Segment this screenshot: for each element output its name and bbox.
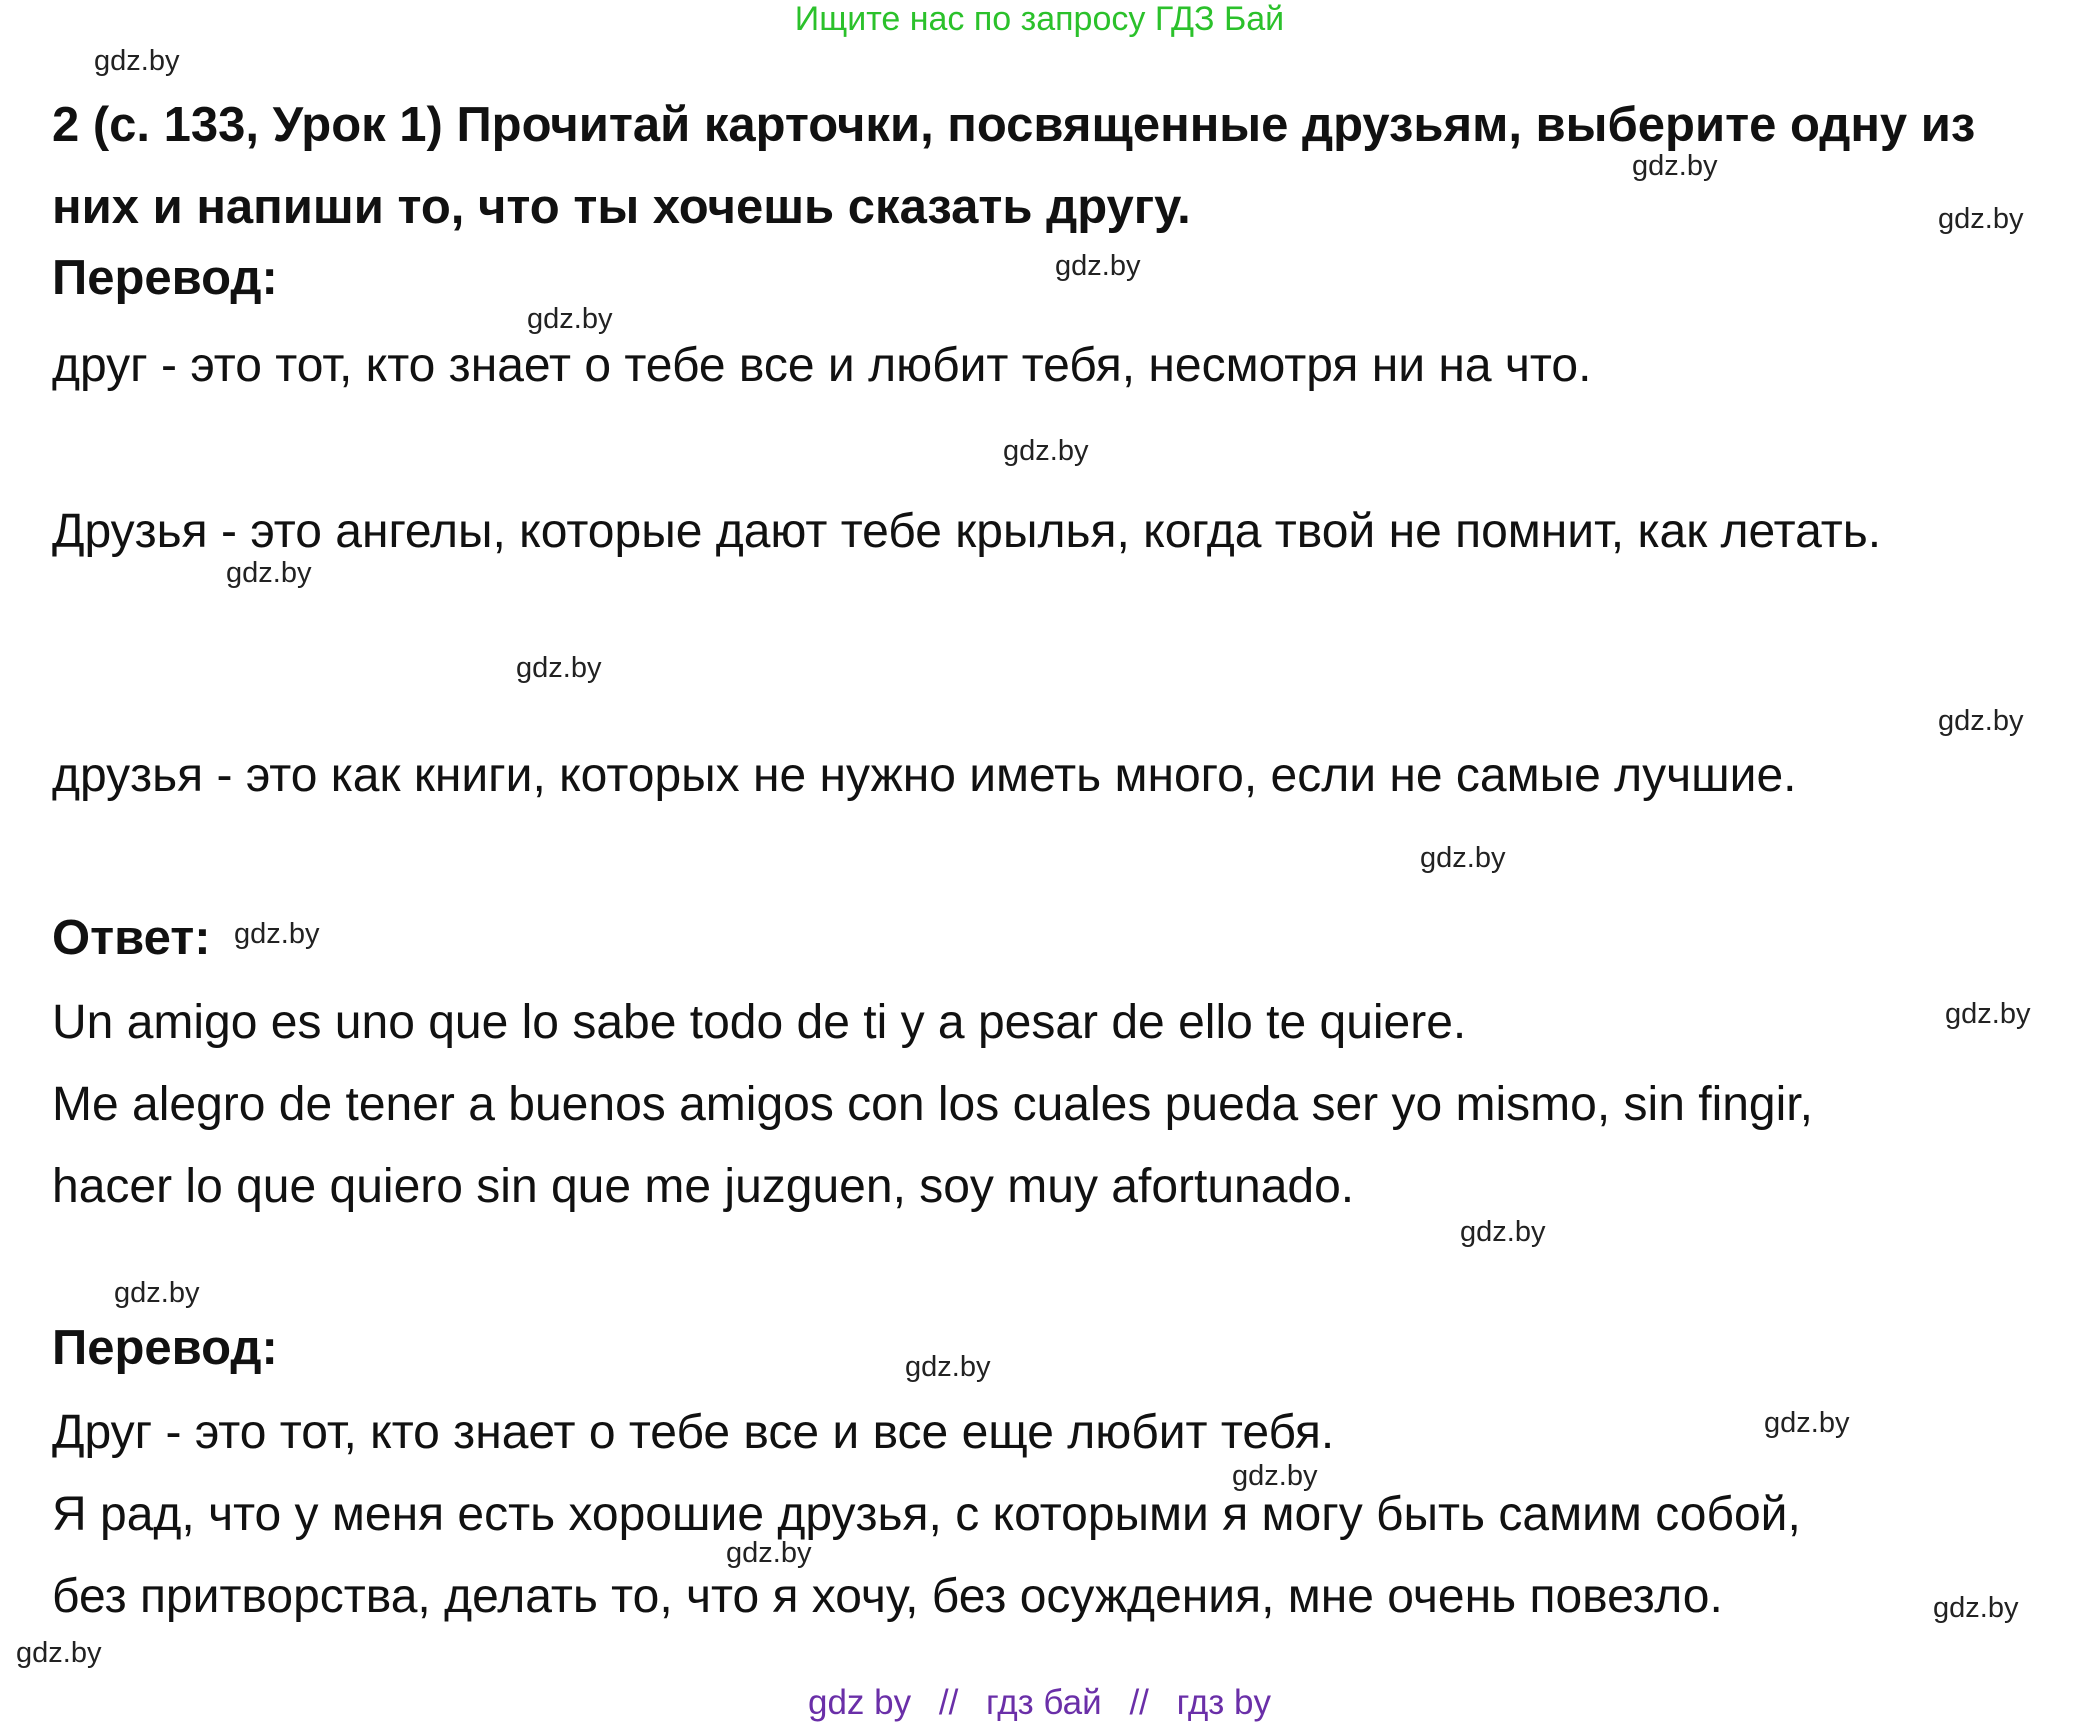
translation-2-line-3: без притворства, делать то, что я хочу, без осуждения, мне очень повезло. bbox=[52, 1570, 1723, 1623]
answer-heading: Ответ: bbox=[52, 911, 211, 965]
translation-2-line-2: Я рад, что у меня есть хорошие друзья, с которыми я могу быть самим собой, bbox=[52, 1488, 1801, 1541]
answer-line-3: hacer lo que quiero sin que me juzguen, soy muy afortunado. bbox=[52, 1160, 1355, 1213]
watermark: gdz.by bbox=[114, 1277, 200, 1309]
watermark: gdz.by bbox=[1460, 1216, 1546, 1248]
watermark: gdz.by bbox=[1764, 1407, 1850, 1439]
watermark: gdz.by bbox=[94, 45, 180, 77]
footer-links bbox=[0, 1683, 2079, 1723]
footer-link-gdz-bai[interactable]: гдз бай bbox=[986, 1683, 1102, 1722]
top-banner: Ищите нас по запросу ГДЗ Бай bbox=[794, 0, 1285, 38]
task-title: 2 (с. 133, Урок 1) Прочитай карточки, посвященные друзьям, выберите одну из них и напиши то, что ты хочешь сказать другу. bbox=[52, 98, 1976, 234]
watermark: gdz.by bbox=[1938, 705, 2024, 737]
translation-2-heading: Перевод: bbox=[52, 1321, 278, 1375]
translation-heading: Перевод: bbox=[52, 251, 278, 305]
translation-quote-3: друзья - это как книги, которых не нужно иметь много, если не самые лучшие. bbox=[52, 749, 1797, 802]
footer-link-gdz-by-cyr[interactable]: гдз by bbox=[1176, 1683, 1271, 1722]
watermark: gdz.by bbox=[234, 918, 320, 950]
watermark: gdz.by bbox=[1933, 1592, 2019, 1624]
footer-separator: // bbox=[938, 1683, 959, 1722]
watermark: gdz.by bbox=[1420, 842, 1506, 874]
watermark: gdz.by bbox=[1232, 1460, 1318, 1492]
watermark: gdz.by bbox=[1632, 150, 1718, 182]
watermark: gdz.by bbox=[1003, 435, 1089, 467]
watermark: gdz.by bbox=[226, 557, 312, 589]
watermark: gdz.by bbox=[1945, 998, 2031, 1030]
watermark: gdz.by bbox=[905, 1351, 991, 1383]
translation-2-line-1: Друг - это тот, кто знает о тебе все и все еще любит тебя. bbox=[52, 1406, 1335, 1459]
answer-line-1: Un amigo es uno que lo sabe todo de ti y a pesar de ello te quiere. bbox=[52, 996, 1467, 1049]
watermark: gdz.by bbox=[1055, 250, 1141, 282]
translation-quote-1: друг - это тот, кто знает о тебе все и любит тебя, несмотря ни на что. bbox=[52, 339, 1592, 392]
watermark: gdz.by bbox=[516, 652, 602, 684]
watermark: gdz.by bbox=[527, 303, 613, 335]
footer-separator: // bbox=[1129, 1683, 1149, 1722]
watermark: gdz.by bbox=[726, 1537, 812, 1569]
answer-line-2: Me alegro de tener a buenos amigos con los cuales pueda ser yo mismo, sin fingir, bbox=[52, 1078, 1813, 1131]
watermark: gdz.by bbox=[16, 1637, 102, 1669]
translation-quote-2: Друзья - это ангелы, которые дают тебе крылья, когда твой не помнит, как летать. bbox=[52, 505, 1882, 558]
watermark: gdz.by bbox=[1938, 203, 2024, 235]
footer-link-gdz-by[interactable]: gdz by bbox=[808, 1683, 912, 1722]
